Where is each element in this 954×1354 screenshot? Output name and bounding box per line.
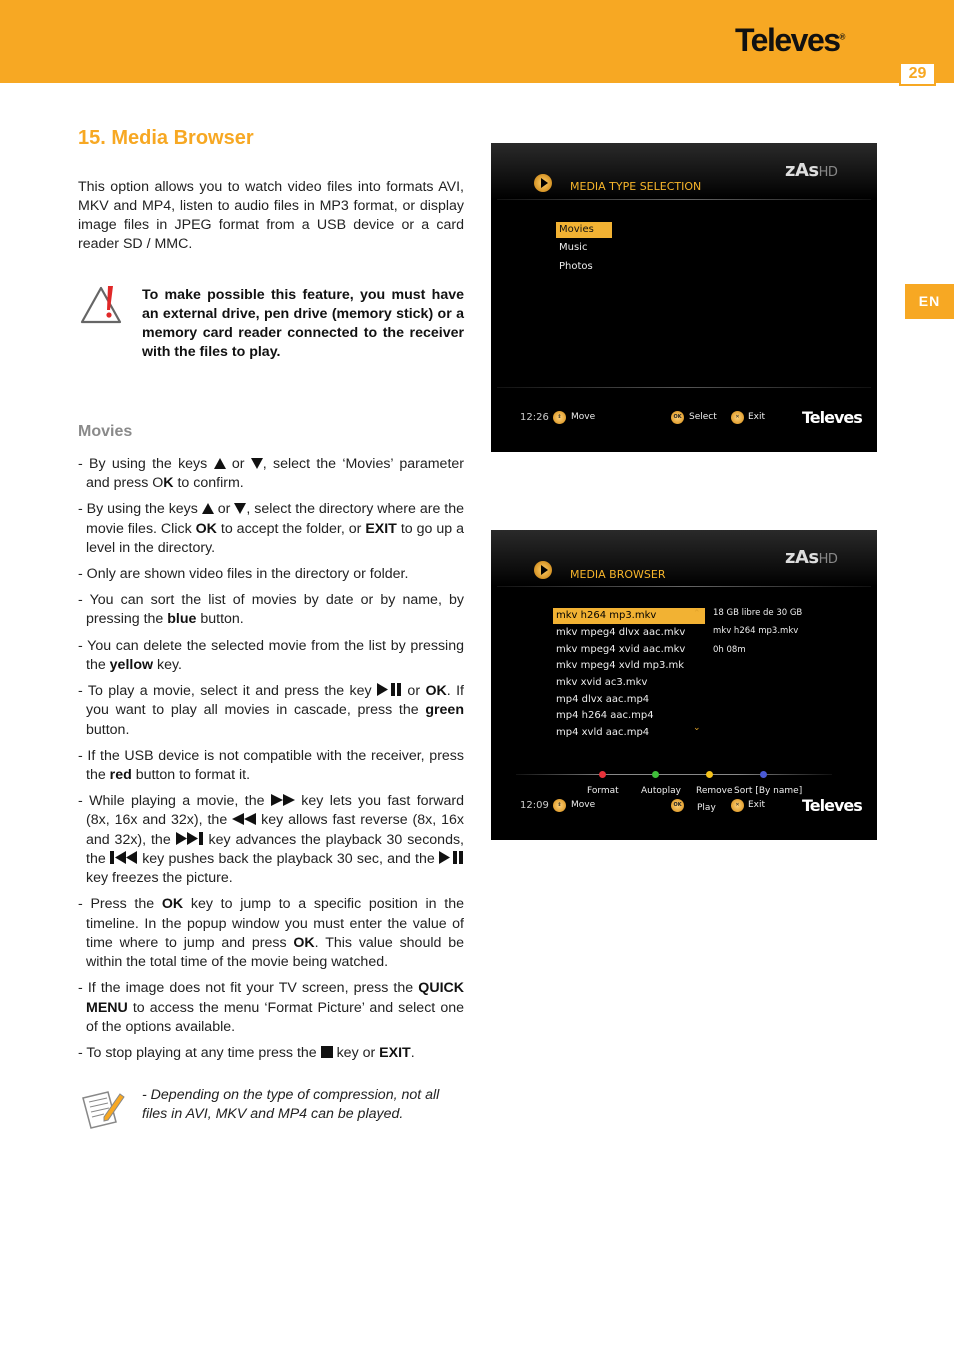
clock: 12:09 <box>520 800 549 811</box>
list-item: - To play a movie, select it and press the key or OK. If you want to play all movies in cascade, press the green button. <box>78 682 464 738</box>
play-pause-icon <box>377 683 402 696</box>
list-item: - While playing a movie, the key lets you fast forward (8x, 16x and 32x), the key allows fast reverse (8x, 16x and 32x), the key advances the playback 30 seconds, the key pushes back the playback 30 sec, and the key freezes the picture. <box>78 793 464 887</box>
play-icon <box>534 561 552 579</box>
storage-info: 18 GB libre de 30 GB <box>713 608 803 618</box>
note-text: - Depending on the type of compression, not all files in AVI, MKV and MP4 can be played. <box>142 1087 440 1122</box>
divider <box>497 199 871 200</box>
autoplay-label: Autoplay <box>641 786 681 796</box>
move-label: Move <box>571 800 596 810</box>
zas-hd-logo: zAsHD <box>785 547 838 568</box>
move-label: Move <box>571 412 596 422</box>
list-item: - To stop playing at any time press the key or EXIT. <box>78 1044 415 1061</box>
rewind-icon <box>232 813 256 825</box>
skip-forward-icon <box>176 832 204 845</box>
exit-button-icon: ✕ <box>731 411 744 424</box>
ok-button-icon: OK <box>671 411 684 424</box>
format-label: Format <box>587 786 619 796</box>
file-row[interactable]: mkv xvid ac3.mkv <box>556 677 648 688</box>
file-row[interactable]: mkv mpeg4 xvld mp3.mk <box>556 660 685 671</box>
televes-logo: Televes <box>802 796 862 815</box>
intro-paragraph: This option allows you to watch video files into formats AVI, MKV and MP4, listen to audio files in MP3 format, or display image files in JPEG format from a USB device or a card reader SD / MMC. <box>78 179 464 252</box>
sort-label: Sort [By name] <box>734 786 803 796</box>
exit-label: Exit <box>748 800 766 810</box>
down-triangle-icon <box>234 503 246 514</box>
remove-label: Remove <box>696 786 733 796</box>
exit-button-icon: ✕ <box>731 799 744 812</box>
clock: 12:26 <box>520 412 549 423</box>
tv-screen-title: MEDIA TYPE SELECTION <box>570 180 702 193</box>
move-arrows-icon: ⇕ <box>553 411 566 424</box>
file-row[interactable]: mkv mpeg4 xvid aac.mkv <box>556 644 686 655</box>
menu-item-movies[interactable]: Movies <box>556 222 612 238</box>
file-duration: 0h 08m <box>713 645 746 655</box>
warning-icon <box>80 284 126 326</box>
up-triangle-icon <box>202 503 214 514</box>
tv-screen-title: MEDIA BROWSER <box>570 568 666 581</box>
selected-file-name: mkv h264 mp3.mkv <box>713 626 799 636</box>
exit-label: Exit <box>748 412 766 422</box>
play-pause-icon <box>439 851 464 864</box>
divider <box>497 387 871 388</box>
list-item: - You can delete the selected movie from the list by pressing the yellow key. <box>78 637 464 673</box>
file-row[interactable]: mp4 h264 aac.mp4 <box>556 710 654 721</box>
play-label: Play <box>697 803 716 813</box>
menu-item-music[interactable]: Music <box>559 242 588 253</box>
warning-text: To make possible this feature, you must have an external drive, pen drive (memory stick) or a memory card reader connected to the receiver with the files to play. <box>142 287 464 360</box>
file-row[interactable]: mkv mpeg4 dlvx aac.mkv <box>556 627 686 638</box>
list-item: - By using the keys or , select the ‘Movies’ parameter and press OK to confirm. <box>78 456 465 492</box>
play-icon <box>534 174 552 192</box>
skip-back-icon <box>110 851 138 864</box>
down-triangle-icon <box>251 458 263 469</box>
move-arrows-icon: ⇕ <box>553 799 566 812</box>
list-item: - If the image does not fit your TV screen, press the QUICK MENU to access the menu ‘Format Picture’ and select one of the options available. <box>78 980 464 1035</box>
stop-icon <box>321 1046 333 1058</box>
yellow-key-dot <box>706 771 713 778</box>
fast-forward-icon <box>271 794 295 806</box>
red-key-dot <box>599 771 606 778</box>
language-tab: EN <box>905 284 954 319</box>
list-item: - If the USB device is not compatible with the receiver, press the red button to format it. <box>78 747 464 783</box>
media-type-selection-screenshot <box>491 143 877 452</box>
green-key-dot <box>652 771 659 778</box>
divider <box>497 586 871 587</box>
list-item: - Only are shown video files in the directory or folder. <box>78 566 409 583</box>
televes-logo: Televes <box>802 408 862 427</box>
zas-hd-logo: zAsHD <box>785 160 838 181</box>
list-item: - By using the keys or , select the directory where are the movie files. Click OK to accept the folder, or EXIT to go up a level in the directory. <box>78 501 465 556</box>
ok-button-icon: OK <box>671 799 684 812</box>
blue-key-dot <box>760 771 767 778</box>
file-row[interactable]: mp4 dlvx aac.mp4 <box>556 694 650 705</box>
movies-subtitle: Movies <box>78 423 133 440</box>
movies-instructions <box>78 455 464 1070</box>
file-row[interactable]: mkv h264 mp3.mkv <box>553 608 705 624</box>
menu-item-photos[interactable]: Photos <box>559 261 593 272</box>
scroll-up-icon[interactable]: ⌃ <box>693 609 701 619</box>
scroll-down-icon[interactable]: ⌄ <box>693 723 701 733</box>
list-item: - You can sort the list of movies by date or by name, by pressing the blue button. <box>78 592 464 628</box>
media-browser-screenshot <box>491 530 877 840</box>
color-keys-line <box>516 774 832 775</box>
section-title: 15. Media Browser <box>78 127 254 149</box>
note-pencil-icon <box>80 1090 126 1130</box>
select-label: Select <box>689 412 717 422</box>
file-row[interactable]: mp4 xvld aac.mp4 <box>556 727 650 738</box>
up-triangle-icon <box>214 458 226 469</box>
page-number: 29 <box>899 64 936 86</box>
brand-logo: Televes® <box>735 22 846 58</box>
list-item: - Press the OK key to jump to a specific position in the timeline. In the popup window you must enter the value of time where to jump and press OK. This value should be within the total time of the movie being watched. <box>78 896 464 971</box>
